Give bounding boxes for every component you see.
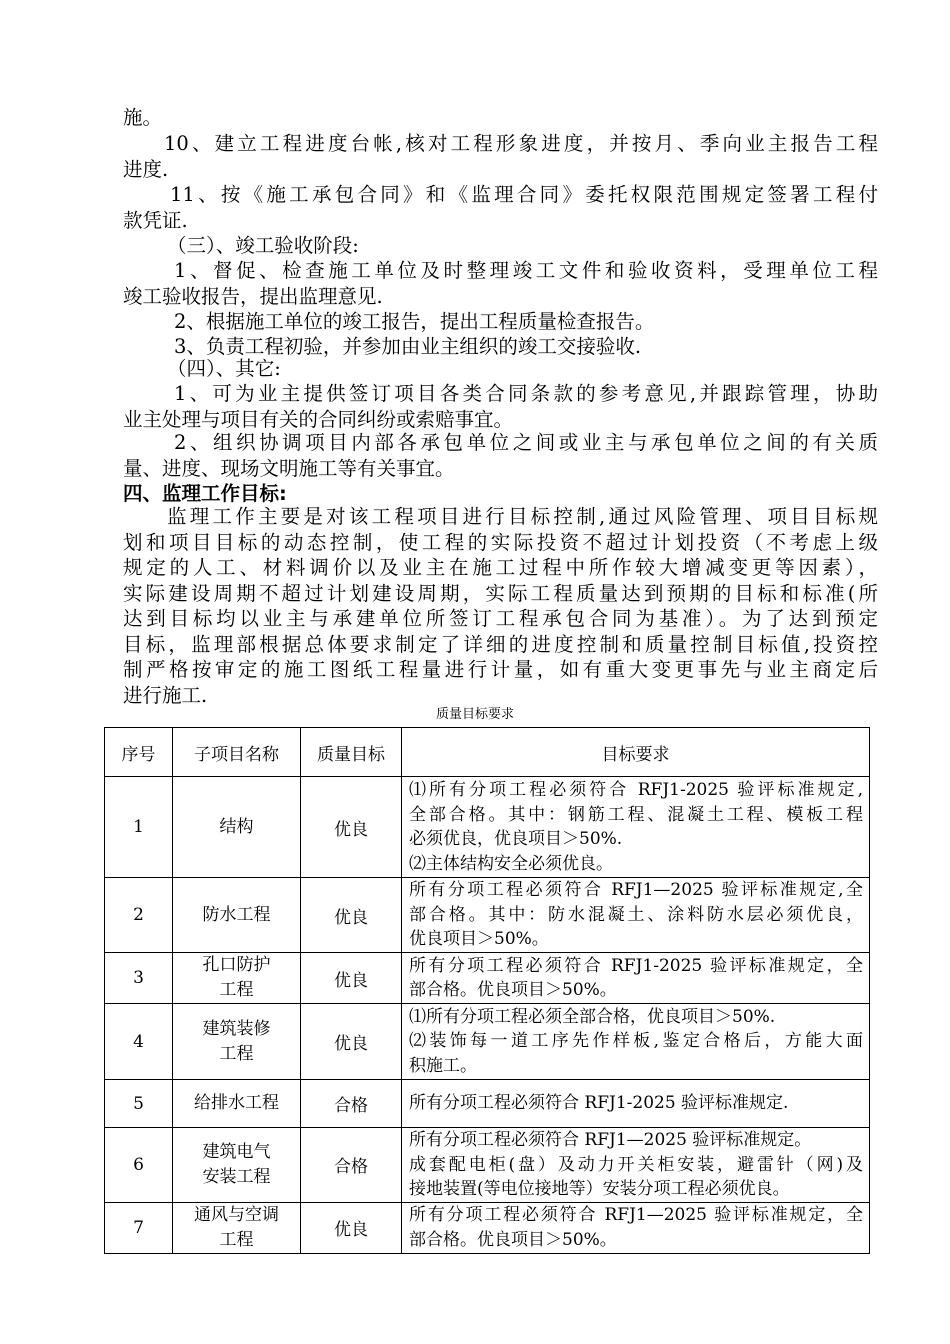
cell-text: 建筑电气 — [202, 1141, 271, 1162]
text-line: 竣工验收报告，提出监理意见. — [123, 284, 383, 308]
section-title-other — [123, 356, 878, 382]
text-line: 款凭证. — [123, 208, 188, 232]
cell-text: 全部合格。其中：钢筋工程、混凝土工程、模板工程 — [409, 804, 863, 825]
paragraph-continuation — [123, 105, 878, 131]
text-line: 进度. — [123, 157, 169, 181]
table-row — [105, 878, 870, 953]
cell-text: 所有分项工程必须符合 RFJ1—2025 验评标准规定,全 — [409, 880, 863, 901]
table-row — [105, 1202, 870, 1253]
text-line: 量、进度、现场文明施工等有关事宜。 — [123, 456, 455, 480]
cell-text: 部合格。优良项目＞50%。 — [409, 980, 617, 1000]
cell-quality-goal: 优良 — [301, 1202, 402, 1253]
text-line: （三）、竣工验收阶段: — [167, 234, 359, 257]
text-line: 1、督促、检查施工单位及时整理竣工文件和验收资料，受理单位工程 — [174, 259, 878, 282]
cell-quality-goal: 合格 — [301, 1080, 402, 1128]
text-line: 施。 — [123, 106, 163, 129]
text-line: 11、按《施工承包合同》和《监理合同》委托权限范围规定签署工程付 — [170, 183, 878, 206]
cell-text: 优良项目＞50%。 — [409, 929, 549, 950]
header-requirements: 目标要求 — [402, 728, 870, 777]
text-line: 规定的人工、材料调价以及业主在施工过程中所作较大增减变更等因素）， — [123, 556, 878, 579]
text-line: 1、可为业主提供签订项目各类合同条款的参考意见,并跟踪管理，协助 — [174, 382, 878, 405]
cell-text: 成套配电柜(盘）及动力开关柜安装，避雷针（网)及 — [409, 1154, 863, 1175]
cell-requirements — [402, 878, 870, 953]
cell-subproject — [173, 1080, 301, 1128]
header-subproject: 子项目名称 — [173, 728, 301, 777]
table-header-row — [105, 728, 870, 777]
cell-text: 防水工程 — [202, 904, 271, 925]
cell-number: 5 — [105, 1080, 173, 1128]
text-line: 进行施工. — [123, 683, 208, 707]
table-row — [105, 777, 870, 878]
cell-subproject — [173, 1202, 301, 1253]
text-line: 四、监理工作目标: — [123, 482, 287, 505]
cell-quality-goal: 优良 — [301, 1004, 402, 1080]
text-line: 目标，监理部根据总体要求制定了详细的进度控制和质量控制目标值,投资控 — [123, 632, 878, 656]
cell-number: 7 — [105, 1202, 173, 1253]
cell-subproject — [173, 953, 301, 1004]
cell-text: 接地装置(等电位接地等）安装分项工程必须优良。 — [409, 1179, 790, 1199]
cell-text: 所有分项工程必须符合 RFJ1-2025 验评标准规定. — [409, 1093, 789, 1114]
text-line: 制严格按审定的施工图纸工程量进行计量，如有重大变更事先与业主商定后 — [123, 658, 878, 681]
table-caption: 质量目标要求 — [435, 707, 514, 722]
cell-number: 3 — [105, 953, 173, 1004]
paragraph-item-10 — [123, 131, 878, 182]
text-line: 达到目标均以业主与承建单位所签订工程承包合同为基准）。为了达到预定 — [123, 607, 878, 630]
cell-text: 孔口防护 — [202, 955, 271, 975]
cell-quality-goal: 优良 — [301, 878, 402, 953]
cell-subproject — [173, 777, 301, 878]
text-line: 划和项目目标的动态控制，使工程的实际投资不超过计划投资（不考虑上级 — [123, 530, 878, 554]
cell-text: 通风与空调 — [194, 1204, 279, 1225]
table-row — [105, 953, 870, 1004]
cell-text: ⑵装饰每一道工序先作样板,鉴定合格后，方能大面 — [409, 1031, 863, 1052]
cell-number: 2 — [105, 878, 173, 953]
cell-text: 积施工。 — [409, 1055, 477, 1076]
text-line: 2、组织协调项目内部各承包单位之间或业主与承包单位之间的有关质 — [174, 431, 878, 454]
text-line: （四）、其它: — [167, 357, 281, 380]
cell-text: 部合格。优良项目＞50%。 — [409, 1229, 617, 1250]
cell-number: 6 — [105, 1128, 173, 1203]
paragraph-completion-1 — [123, 258, 878, 309]
paragraph-completion-2 — [123, 309, 878, 335]
text-line: 实际建设周期不超过计划建设周期，实际工程质量达到预期的目标和标准(所 — [123, 581, 878, 605]
cell-text: 所有分项工程必须符合 RFJ1—2025 验评标准规定，全 — [409, 1205, 863, 1225]
paragraph-item-11 — [123, 182, 878, 233]
table-row — [105, 1128, 870, 1203]
cell-number: 1 — [105, 777, 173, 878]
cell-quality-goal: 优良 — [301, 777, 402, 878]
cell-requirements — [402, 777, 870, 878]
section-heading-objectives — [123, 481, 878, 507]
table-row — [105, 1004, 870, 1080]
text-line: 2、根据施工单位的竣工报告，提出工程质量检查报告。 — [174, 310, 655, 333]
text-line: 10、建立工程进度台帐,核对工程形象进度，并按月、季向业主报告工程 — [164, 132, 878, 155]
cell-requirements — [402, 953, 870, 1004]
cell-quality-goal: 合格 — [301, 1128, 402, 1203]
text-line: 监理工作主要是对该工程项目进行目标控制,通过风险管理、项目目标规 — [167, 505, 878, 528]
cell-text: 工程 — [219, 1229, 254, 1250]
table-row — [105, 1080, 870, 1128]
cell-text: 结构 — [219, 816, 254, 837]
cell-text: 所有分项工程必须符合 RFJ1-2025 验评标准规定，全 — [409, 955, 863, 976]
cell-text: ⑴所有分项工程必须全部合格，优良项目＞50%. — [409, 1006, 776, 1027]
cell-quality-goal: 优良 — [301, 953, 402, 1004]
cell-text: 必须优良，优良项目＞50%. — [409, 829, 623, 849]
section-title-completion — [123, 233, 878, 259]
cell-text: 安装工程 — [202, 1166, 271, 1187]
cell-requirements — [402, 1004, 870, 1080]
cell-text: ⑴所有分项工程必须符合 RFJ1-2025 验评标准规定, — [409, 780, 863, 800]
cell-text: 建筑装修 — [202, 1018, 271, 1039]
cell-subproject — [173, 1004, 301, 1080]
cell-requirements — [402, 1080, 870, 1128]
header-number: 序号 — [105, 728, 173, 777]
paragraph-other-1 — [123, 381, 878, 432]
cell-text: 给排水工程 — [194, 1093, 279, 1113]
cell-requirements — [402, 1202, 870, 1253]
quality-objectives-table — [104, 727, 870, 1254]
cell-number: 4 — [105, 1004, 173, 1080]
cell-text: ⑵主体结构安全必须优良。 — [409, 853, 613, 874]
cell-text: 工程 — [219, 1043, 254, 1064]
paragraph-other-2 — [123, 430, 878, 481]
cell-text: 所有分项工程必须符合 RFJ1—2025 验评标准规定。 — [409, 1130, 812, 1150]
paragraph-objectives — [123, 504, 878, 708]
text-line: 业主处理与项目有关的合同纠纷或索赔事宜。 — [123, 407, 514, 431]
cell-subproject — [173, 1128, 301, 1203]
cell-text: 部合格。其中：防水混凝土、涂料防水层必须优良， — [409, 904, 863, 925]
cell-requirements — [402, 1128, 870, 1203]
text-line: 3、负责工程初验，并参加由业主组织的竣工交接验收. — [174, 335, 642, 358]
cell-text: 工程 — [219, 980, 254, 1000]
cell-subproject — [173, 878, 301, 953]
header-quality-goal: 质量目标 — [301, 728, 402, 777]
